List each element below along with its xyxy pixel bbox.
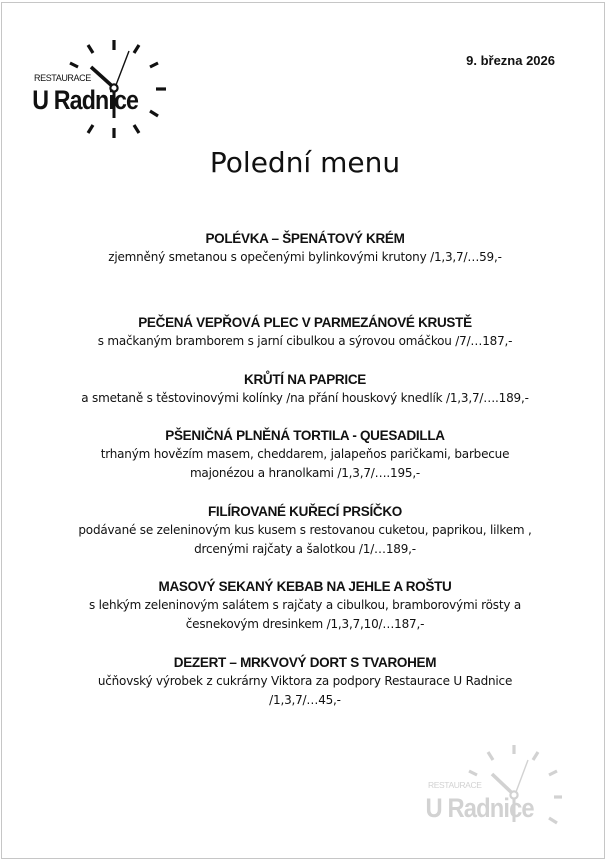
svg-text:RESTAURACE: RESTAURACE bbox=[428, 780, 482, 790]
menu-item-name: DEZERT – MRKVOVÝ DORT S TVAROHEM bbox=[173, 655, 437, 670]
menu-item-description: zjemněný smetanou s opečenými bylinkovými krutony /1,3,7/…59,- bbox=[108, 250, 502, 264]
menu-item-description: česnekovým dresinkem /1,3,7,10/…187,- bbox=[185, 617, 425, 631]
clock-icon bbox=[28, 38, 168, 140]
menu-item-description: trhaným hovězím masem, cheddarem, jalapeňos paričkami, barbecue bbox=[100, 447, 510, 461]
menu-item-description: podávané se zeleninovým kus kusem s restovanou cuketou, paprikou, lilkem , bbox=[78, 523, 532, 537]
svg-text:RESTAURACE: RESTAURACE bbox=[34, 73, 91, 83]
svg-text:U Radnice: U Radnice bbox=[425, 793, 534, 824]
svg-text:U Radnice: U Radnice bbox=[32, 85, 139, 116]
menu-item-description: /1,3,7/…45,- bbox=[269, 693, 341, 707]
menu-item-chicken bbox=[0, 502, 610, 559]
clock-icon bbox=[422, 742, 562, 844]
menu-item-name: PŠENIČNÁ PLNĚNÁ TORTILA - QUESADILLA bbox=[165, 428, 445, 443]
menu-item-description: s mačkaným bramborem s jarní cibulkou a sýrovou omáčkou /7/…187,- bbox=[97, 334, 513, 348]
menu-item-name: PEČENÁ VEPŘOVÁ PLEC V PARMEZÁNOVÉ KRUSTĚ bbox=[138, 315, 472, 330]
menu-item-name: KRŮTÍ NA PAPRICE bbox=[244, 372, 366, 387]
menu-item-description: drcenými rajčaty a šalotkou /1/…189,- bbox=[194, 542, 416, 556]
menu-item-dessert bbox=[0, 653, 610, 710]
restaurant-logo bbox=[28, 38, 168, 140]
menu-item-kebab bbox=[0, 577, 610, 634]
menu-item-turkey bbox=[0, 370, 610, 408]
menu-item-soup bbox=[0, 229, 610, 267]
page-title: Polední menu bbox=[209, 146, 401, 179]
menu-item-name: MASOVÝ SEKANÝ KEBAB NA JEHLE A ROŠTU bbox=[158, 579, 452, 594]
restaurant-logo-watermark bbox=[422, 742, 562, 844]
menu-item-description: majonézou a hranolkami /1,3,7/….195,- bbox=[189, 466, 421, 480]
menu-item-name: POLÉVKA – ŠPENÁTOVÝ KRÉM bbox=[205, 231, 405, 246]
menu-item-pork bbox=[0, 313, 610, 351]
menu-item-description: a smetaně s těstovinovými kolínky /na přání houskový knedlík /1,3,7/….189,- bbox=[81, 391, 529, 405]
menu-date: 9. března 2026 bbox=[466, 53, 555, 68]
menu-item-description: učňovský výrobek z cukrárny Viktora za podpory Restaurace U Radnice bbox=[97, 674, 513, 688]
menu-item-name: FILÍROVANÉ KUŘECÍ PRSÍČKO bbox=[207, 504, 402, 519]
menu-item-quesadilla bbox=[0, 426, 610, 483]
menu-item-description: s lehkým zeleninovým salátem s rajčaty a cibulkou, bramborovými rösty a bbox=[88, 598, 522, 612]
